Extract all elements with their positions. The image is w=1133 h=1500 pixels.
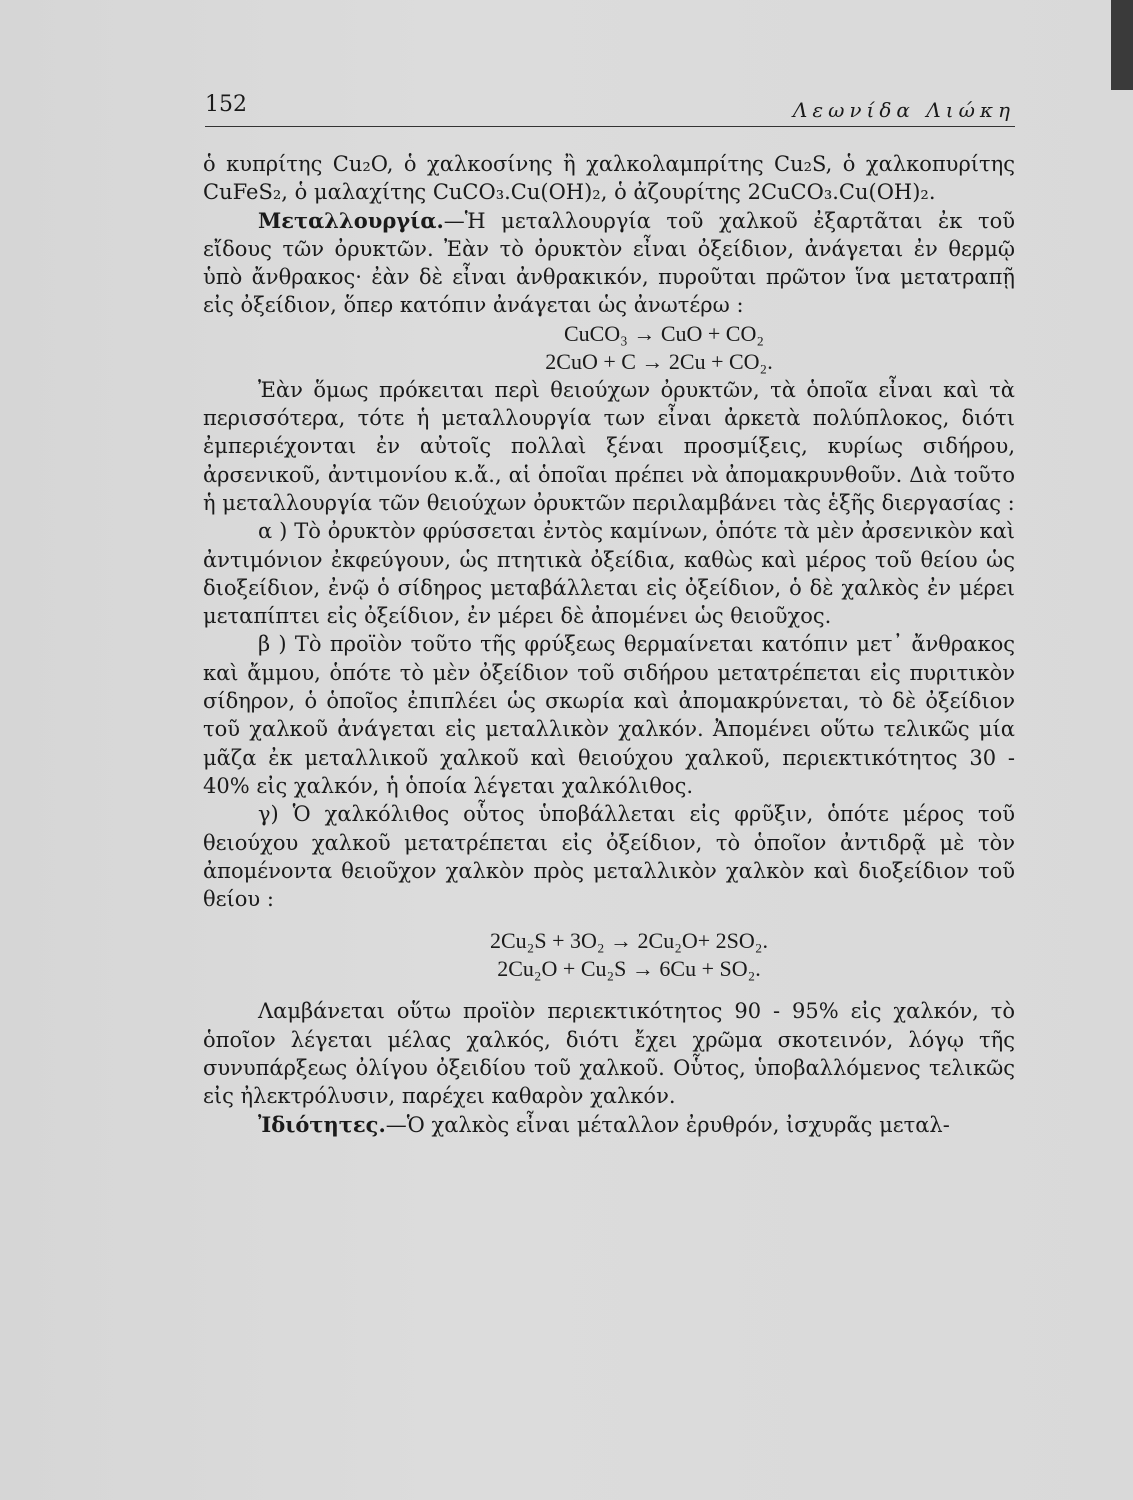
paragraph-metallurgy [203,207,1015,320]
paragraph-black-copper: Λαμβάνεται οὕτω προϊὸν περιεκτικότητος 90 - 95% εἰς χαλκόν, τὸ ὁποῖον λέγεται μέλας χαλκός, διότι ἔχει χρῶμα σκοτεινόν, λόγῳ τῆς συνυπάρξεως ὀλίγου ὀξειδίου τοῦ χαλκοῦ. Οὗτος, ὑποβαλλόμενος τελικῶς εἰς ἠλεκτρόλυσιν, παρέχει καθαρὸν χαλκόν. [203,999,1015,1109]
paragraph-metallurgy-text: —Ἡ μεταλλουργία τοῦ χαλκοῦ ἐξαρτᾶται ἐκ τοῦ εἴδους τῶν ὀρυκτῶν. Ἐὰν τὸ ὀρυκτὸν εἶναι ὀξείδιον, ἀνάγεται ἐν θερμῷ ὑπὸ ἄνθρακος· ἐὰν δὲ εἶναι ἀνθρακικόν, πυροῦται πρῶτον ἵνα μετατραπῇ εἰς ὀξείδιον, ὅπερ κατόπιν ἀνάγεται ὡς ἀνωτέρω : [203,208,1015,318]
scan-edge [1111,0,1133,90]
paragraph-properties-text: —Ὁ χαλκὸς εἶναι μέταλλον ἐρυθρόν, ἰσχυρᾶς μεταλ- [385,1112,950,1137]
equation: 2Cu₂S + 3O₂ → 2Cu₂O+ 2SO₂. [490,928,768,954]
paragraph-minerals: ὁ κυπρίτης Cu₂O, ὁ χαλκοσίνης ἢ χαλκολαμπρίτης Cu₂S, ὁ χαλκοπυρίτης CuFeS₂, ὁ μαλαχίτης CuCO₃.Cu(OH)₂, ὁ ἀζουρίτης 2CuCO₃.Cu(OH)₂. [203,152,1015,205]
equation: 2CuO + C → 2Cu + CO₂. [545,348,773,374]
paragraph-step-a: α ) Τὸ ὀρυκτὸν φρύσσεται ἐντὸς καμίνων, ὁπότε τὰ μὲν ἀρσενικὸν καὶ ἀντιμόνιον ἐκφεύγουν, ὡς πτητικὰ ὀξείδια, καθὼς καὶ μέρος τοῦ θείου ὡς διοξείδιον, ἐνῷ ὁ σίδηρος μεταβάλλεται εἰς ὀξείδιον, ὁ δὲ χαλκὸς ἐν μέρει μεταπίπτει εἰς ὀξείδιον, ἐν μέρει δὲ ἀπομένει ὡς θειοῦχος. [203,519,1015,629]
section-term-properties: Ἰδιότητες. [258,1111,386,1137]
running-head: Λεωνίδα Λιώκη [792,98,1015,122]
page-header [205,92,1015,127]
equation: CuCO₃ → CuO + CO₂ [563,320,765,346]
paragraph-step-c: γ) Ὁ χαλκόλιθος οὗτος ὑποβάλλεται εἰς φρῦξιν, ὁπότε μέρος τοῦ θειούχου χαλκοῦ μετατρέπεται εἰς ὀξείδιον, τὸ ὁποῖον ἀντιδρᾷ μὲ τὸν ἀπομένοντα θειοῦχον χαλκὸν πρὸς μεταλλικὸν χαλκὸν καὶ διοξείδιον τοῦ θείου : [203,802,1015,912]
paragraph-step-b: β ) Τὸ προϊὸν τοῦτο τῆς φρύξεως θερμαίνεται κατόπιν μετ᾽ ἄνθρακος καὶ ἄμμου, ὁπότε τὸ μὲν ὀξείδιον τοῦ σιδήρου μετατρέπεται εἰς πυριτικὸν σίδηρον, ὁ ὁποῖος ἐπιπλέει ὡς σκωρία καὶ ἀπομακρύνεται, τὸ δὲ ὀξείδιον τοῦ χαλκοῦ ἀνάγεται εἰς μεταλλικὸν χαλκόν. Ἀπομένει οὕτω τελικῶς μία μᾶζα ἐκ μεταλλικοῦ χαλκοῦ καὶ θειούχου χαλκοῦ, περιεκτικότητος 30 - 40% εἰς χαλκόν, ἡ ὁποία λέγεται χαλκόλιθος. [203,632,1015,798]
body-text [203,150,1015,1139]
paragraph-properties [203,1111,1015,1139]
page-number: 152 [205,92,247,117]
section-term-metallurgy: Μεταλλουργία. [258,207,444,233]
equation: 2Cu₂O + Cu₂S → 6Cu + SO₂. [497,956,761,982]
paragraph-sulfide-ores: Ἐὰν ὅμως πρόκειται περὶ θειούχων ὀρυκτῶν, τὰ ὁποῖα εἶναι καὶ τὰ περισσότερα, τότε ἡ μεταλλουργία των εἶναι ἀρκετὰ πολύπλοκος, διότι ἐμπεριέχονται ἐν αὐτοῖς πολλαὶ ξέναι προσμίξεις, κυρίως σιδήρου, ἀρσενικοῦ, ἀντιμονίου κ.ἄ., αἱ ὁποῖαι πρέπει νὰ ἀπομακρυνθοῦν. Διὰ τοῦτο ἡ μεταλλουργία τῶν θειούχων ὀρυκτῶν περιλαμβάνει τὰς ἑξῆς διεργασίας : [203,377,1015,515]
